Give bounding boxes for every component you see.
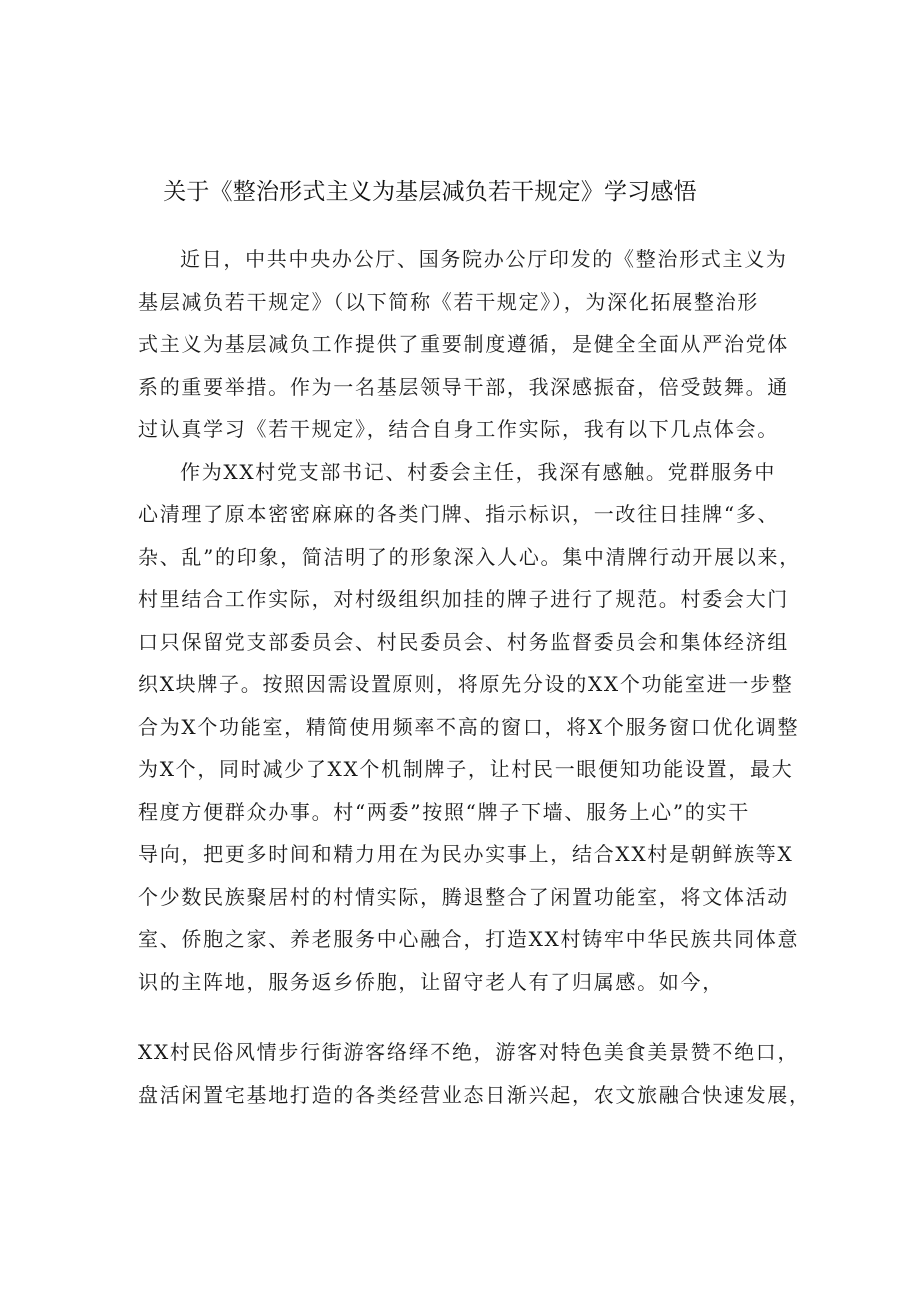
paragraph-line: 心清理了原本密密麻麻的各类门牌、指示标识，一改往日挂牌“多、 (138, 502, 780, 526)
paragraph-line: 基层减负若干规定》（以下简称《若干规定》），为深化拓展整治形 (138, 289, 759, 314)
paragraph-line: XX村民俗风情步行街游客络绎不绝，游客对特色美食美景赞不绝口， (138, 1040, 800, 1064)
paragraph-line: 合为X个功能室，精简使用频率不高的窗口，将X个服务窗口优化调整 (138, 714, 800, 739)
paragraph-line: 织X块牌子。按照因需设置原则，将原先分设的XX个功能室进一步整 (138, 672, 794, 696)
paragraph-line: 杂、乱”的印象，简洁明了的形象深入人心。集中清牌行动开展以来， (138, 544, 801, 569)
paragraph-line: 室、侨胞之家、养老服务中心融合，打造XX村铸牢中华民族共同体意 (138, 927, 800, 951)
paragraph-line: 作为XX村党支部书记、村委会主任，我深有感触。党群服务中 (180, 459, 777, 484)
paragraph-line: 程度方便群众办事。村“两委”按照“牌子下墙、服务上心”的实干 (138, 799, 750, 824)
paragraph-line: 近日，中共中央办公厅、国务院办公厅印发的《整治形式主义为 (180, 247, 788, 271)
paragraph-line: 口只保留党支部委员会、村民委员会、村务监督委员会和集体经济组 (138, 629, 789, 654)
paragraph-1 (138, 238, 798, 451)
paragraph-line: 识的主阵地，服务返乡侨胞，让留守老人有了归属感。如今， (138, 969, 724, 994)
paragraph-3 (138, 1031, 811, 1116)
paragraph-line: 村里结合工作实际，对村级组织加挂的牌子进行了规范。村委会大门 (138, 587, 789, 611)
paragraph-line: 为X个，同时减少了XX个机制牌子，让村民一眼便知功能设置，最大 (138, 757, 794, 781)
paragraph-line: 过认真学习《若干规定》，结合自身工作实际，我有以下几点体会。 (138, 417, 779, 441)
paragraph-line: 导向，把更多时间和精力用在为民办实事上，结合XX村是朝鲜族等X (138, 842, 794, 866)
document-title: 关于《整治形式主义为基层减负若干规定》学习感悟 (163, 179, 697, 205)
paragraph-gap (138, 1003, 798, 1031)
paragraph-line: 盘活闲置宅基地打造的各类经营业态日渐兴起，农文旅融合快速发展， (138, 1082, 811, 1107)
document-body (138, 238, 811, 1116)
paragraph-line: 个少数民族聚居村的村情实际，腾退整合了闲置功能室，将文体活动 (138, 884, 789, 909)
paragraph-line: 系的重要举措。作为一名基层领导干部，我深感振奋，倍受鼓舞。通 (138, 374, 789, 399)
paragraph-2 (138, 451, 801, 1004)
paragraph-line: 式主义为基层减负工作提供了重要制度遵循，是健全全面从严治党体 (138, 332, 789, 356)
